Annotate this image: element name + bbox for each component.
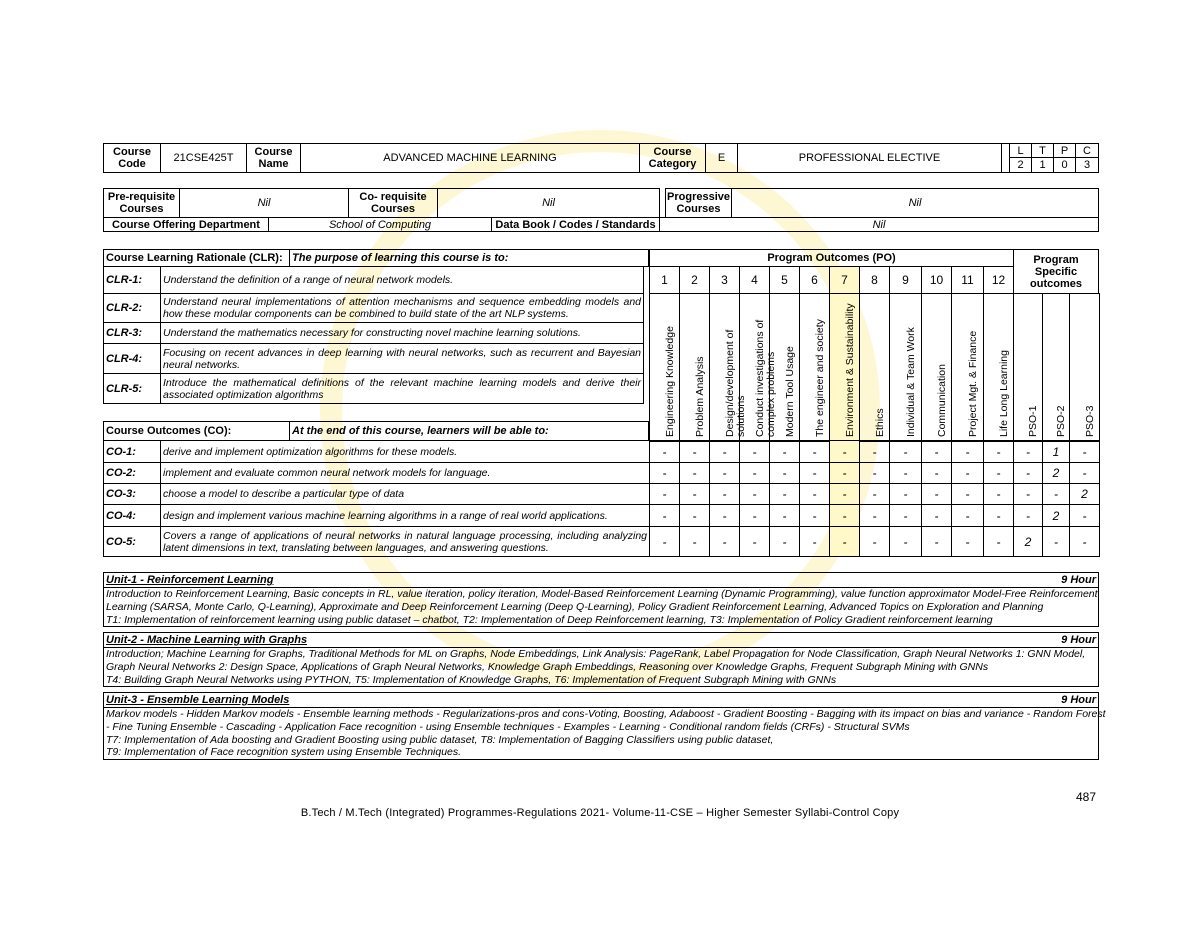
clr-text: Focusing on recent advances in deep learning with neural networks, such as recurrent and Bayesian neural networks. — [160, 343, 644, 374]
co-po-mapping-cell: - — [1069, 504, 1100, 527]
po-number: 5 — [769, 266, 800, 294]
ltpc-value-t: 1 — [1031, 157, 1054, 173]
po-label — [1013, 293, 1043, 442]
clr-text: Introduce the mathematical definitions of the relevant machine learning models and derive their associated optimization algorithms — [160, 373, 644, 404]
databook-value: Nil — [659, 217, 1099, 232]
databook-label: Data Book / Codes / Standards — [491, 217, 660, 232]
po-label-text: Conduct investigations of complex problems — [753, 319, 777, 437]
unit-block — [103, 572, 1099, 627]
co-po-mapping-cell: - — [921, 483, 952, 505]
ltpc-value-p: 0 — [1053, 157, 1076, 173]
co-po-mapping-cell: - — [1069, 440, 1100, 463]
unit-hours: 9 Hour — [1061, 694, 1096, 706]
co-po-mapping-cell: - — [951, 440, 984, 463]
co-po-mapping-cell: - — [709, 526, 740, 557]
unit-block — [103, 692, 1106, 760]
course-name-value: ADVANCED MACHINE LEARNING — [300, 143, 640, 173]
po-number: 4 — [739, 266, 770, 294]
po-number: 8 — [859, 266, 890, 294]
unit-hours: 9 Hour — [1061, 634, 1096, 646]
po-number: 12 — [983, 266, 1014, 294]
co-po-mapping-cell: - — [1042, 483, 1070, 505]
co-po-mapping-cell: - — [799, 504, 830, 527]
co-po-mapping-cell: - — [951, 526, 984, 557]
co-po-mapping-cell: - — [769, 440, 800, 463]
co-po-mapping-cell: - — [921, 504, 952, 527]
co-po-mapping-cell: - — [739, 462, 770, 484]
po-label — [1042, 293, 1070, 442]
dept-label: Course Offering Department — [103, 217, 269, 232]
co-po-mapping-cell: - — [1013, 440, 1043, 463]
co-po-mapping-cell: - — [951, 462, 984, 484]
po-label — [799, 293, 830, 442]
co-code: CO-1: — [103, 440, 161, 463]
unit-hours: 9 Hour — [1061, 574, 1096, 586]
co-po-mapping-cell: - — [889, 440, 922, 463]
clr-code: CLR-2: — [103, 293, 161, 323]
po-label — [649, 293, 680, 442]
prereq-value: Nil — [179, 188, 349, 218]
ltpc-label-l: L — [1009, 143, 1032, 158]
po-label-text: Individual & Team Work — [904, 327, 917, 437]
po-label — [859, 293, 890, 442]
co-po-mapping-cell: - — [1042, 526, 1070, 557]
co-po-mapping-cell: - — [921, 440, 952, 463]
unit-header — [104, 633, 1098, 648]
po-label — [829, 293, 860, 442]
co-po-mapping-cell: - — [649, 483, 680, 505]
po-number: 10 — [921, 266, 952, 294]
ltpc-label-p: P — [1053, 143, 1076, 158]
co-po-mapping-cell: - — [1013, 483, 1043, 505]
co-po-mapping-cell: - — [1013, 504, 1043, 527]
co-po-mapping-cell: 2 — [1013, 526, 1043, 557]
unit-header — [104, 693, 1098, 708]
category-name: PROFESSIONAL ELECTIVE — [737, 143, 1002, 173]
clr-code: CLR-5: — [103, 373, 161, 404]
po-label-text: The engineer and society — [813, 319, 826, 437]
co-po-mapping-cell: - — [983, 504, 1014, 527]
co-text: choose a model to describe a particular type of data — [160, 483, 650, 505]
course-category-value: E — [705, 143, 738, 173]
clr-code: CLR-1: — [103, 266, 161, 294]
ltpc-value-c: 3 — [1075, 157, 1099, 173]
co-po-mapping-cell: - — [1013, 462, 1043, 484]
co-po-mapping-cell: - — [983, 526, 1014, 557]
po-label — [983, 293, 1014, 442]
po-label — [1069, 293, 1100, 442]
co-code: CO-5: — [103, 526, 161, 557]
co-po-mapping-cell: 2 — [1042, 504, 1070, 527]
co-po-mapping-cell: - — [829, 462, 860, 484]
po-label-text: Modern Tool Usage — [783, 346, 796, 437]
page-number: 487 — [1075, 790, 1096, 804]
po-label-text: Life Long Learning — [997, 350, 1010, 437]
co-po-mapping-cell: - — [679, 504, 710, 527]
co-po-mapping-cell: 2 — [1042, 462, 1070, 484]
po-label-text: Problem Analysis — [693, 356, 706, 437]
co-po-mapping-cell: - — [769, 526, 800, 557]
co-po-mapping-cell: - — [983, 483, 1014, 505]
footer-text: B.Tech / M.Tech (Integrated) Programmes-Regulations 2021- Volume-11-CSE – Higher Semester Syllabi-Control Copy — [300, 807, 900, 819]
clr-text: Understand neural implementations of attention mechanisms and sequence embedding models and how these modular components can be combined to build state of the art NLP systems. — [160, 293, 644, 323]
po-label — [679, 293, 710, 442]
co-po-mapping-cell: - — [679, 462, 710, 484]
progressive-label: Progressive Courses — [665, 188, 732, 218]
unit-line: - Fine Tuning Ensemble - Cascading - Application Face recognition - using Ensemble techniques - Examples - Learning - Conditional random fields (CRFs) - Structural SVMs — [106, 720, 910, 733]
clr-code: CLR-3: — [103, 322, 161, 344]
co-po-mapping-cell: - — [799, 440, 830, 463]
clr-text: Understand the definition of a range of neural network models. — [160, 266, 644, 294]
unit-title: Unit-1 - Reinforcement Learning — [106, 574, 274, 586]
co-po-mapping-cell: - — [889, 483, 922, 505]
unit-line: T4: Building Graph Neural Networks using PYTHON, T5: Implementation of Knowledge Graphs, T6: Implementation of Frequent Subgraph Mining with GNNs — [106, 673, 837, 686]
ltpc-spacer — [1001, 143, 1009, 173]
dept-value: School of Computing — [268, 217, 492, 232]
unit-line: Introduction; Machine Learning for Graphs, Traditional Methods for ML on Graphs, Node Embeddings, Link Analysis: PageRank, Label Propagation for Node Classification, Graph Neural Networks 1: GNN Model, — [106, 648, 1086, 660]
po-label — [951, 293, 984, 442]
unit-title: Unit-3 - Ensemble Learning Models — [106, 694, 290, 706]
co-po-mapping-cell: - — [679, 526, 710, 557]
co-text: derive and implement optimization algorithms for these models. — [160, 440, 650, 463]
co-po-mapping-cell: - — [769, 462, 800, 484]
co-po-mapping-cell: - — [739, 483, 770, 505]
po-number: 9 — [889, 266, 922, 294]
co-po-mapping-cell: - — [769, 483, 800, 505]
po-label — [709, 293, 747, 442]
po-label — [739, 293, 777, 442]
co-header-label: Course Outcomes (CO): — [103, 421, 290, 441]
co-po-mapping-cell: - — [709, 483, 740, 505]
unit-line: T9: Implementation of Face recognition system using Ensemble Techniques. — [106, 746, 462, 759]
po-label — [921, 293, 952, 442]
po-label-text: PSO-3 — [1083, 405, 1096, 437]
unit-line: Introduction to Reinforcement Learning, Basic concepts in RL, value iteration, policy iteration, Model-Based Reinforcement Learning (Dynamic Programming), value function approximator Model-Free Reinforcement — [106, 588, 1098, 600]
unit-line: Markov models - Hidden Markov models - Ensemble learning methods - Regularizations-pros and cons-Voting, Boosting, Adaboost - Gradient Boosting - Bagging with its impact on bias and variance - Random Forest — [106, 708, 1106, 720]
co-po-mapping-cell: - — [829, 504, 860, 527]
po-label-text: Communication — [935, 364, 948, 437]
po-label — [769, 293, 800, 442]
po-label-text: PSO-2 — [1055, 405, 1067, 437]
po-title: Program Outcomes (PO) — [649, 249, 1014, 267]
course-code-label: Course Code — [103, 143, 161, 173]
co-text: Covers a range of applications of neural networks in natural language processing, including analyzing latent dimensions in text, translating between languages, and answering questions. — [160, 526, 650, 557]
po-label-text: Project Mgt. & Finance — [966, 330, 979, 437]
co-po-mapping-cell: - — [983, 462, 1014, 484]
coreq-label: Co- requisite Courses — [348, 188, 438, 218]
co-po-mapping-cell: - — [983, 440, 1014, 463]
co-po-mapping-cell: - — [739, 440, 770, 463]
po-label-text: PSO-1 — [1027, 405, 1039, 437]
unit-line: T7: Implementation of Ada boosting and Gradient Boosting using public dataset, T8: Implementation of Bagging Classifiers using public dataset, — [106, 733, 774, 746]
po-number: 1 — [649, 266, 680, 294]
co-po-mapping-cell: - — [709, 462, 740, 484]
co-po-mapping-cell: - — [1069, 526, 1100, 557]
co-po-mapping-cell: - — [859, 440, 890, 463]
course-name-label: Course Name — [246, 143, 301, 173]
co-po-mapping-cell: - — [679, 483, 710, 505]
unit-line: Graph Neural Networks 2: Design Space, Applications of Graph Neural Networks, Knowledge Graph Embeddings, Reasoning over Knowledge Graphs, Frequent Subgraph Mining with GNNs — [106, 660, 989, 673]
pso-title: Program Specific outcomes — [1013, 249, 1099, 294]
co-po-mapping-cell: - — [649, 462, 680, 484]
po-label-text: Environment & Sustainability — [843, 303, 856, 437]
clr-header-label: Course Learning Rationale (CLR): — [103, 249, 290, 267]
course-category-label: Course Category — [639, 143, 706, 173]
co-text: implement and evaluate common neural network models for language. — [160, 462, 650, 484]
co-po-mapping-cell: 2 — [1069, 483, 1100, 505]
po-number: 6 — [799, 266, 830, 294]
co-po-mapping-cell: - — [739, 526, 770, 557]
po-label-text: Ethics — [873, 408, 886, 437]
co-po-mapping-cell: - — [769, 504, 800, 527]
co-po-mapping-cell: - — [829, 440, 860, 463]
unit-header — [104, 573, 1098, 588]
ltpc-value-l: 2 — [1009, 157, 1032, 173]
unit-block — [103, 632, 1099, 687]
co-po-mapping-cell: - — [889, 504, 922, 527]
unit-line: T1: Implementation of reinforcement learning using public dataset – chatbot, T2: Implementation of Deep Reinforcement learning, T3: Implementation of Policy Gradient reinforcement learning — [106, 613, 993, 626]
po-label-text: Design/development of solutions — [723, 329, 747, 437]
clr-header-purpose: The purpose of learning this course is to: — [289, 249, 649, 267]
co-po-mapping-cell: - — [859, 483, 890, 505]
co-po-mapping-cell: - — [739, 504, 770, 527]
coreq-value: Nil — [437, 188, 660, 218]
unit-line: Learning (SARSA, Monte Carlo, Q-Learning), Approximate and Deep Reinforcement Learning (Deep Q-Learning), Policy Gradient Reinforcement Learning, Advanced Topics on Exploration and Planning — [106, 600, 1044, 613]
co-po-mapping-cell: - — [709, 440, 740, 463]
po-number: 11 — [951, 266, 984, 294]
co-po-mapping-cell: - — [859, 526, 890, 557]
co-code: CO-3: — [103, 483, 161, 505]
progressive-value: Nil — [731, 188, 1099, 218]
co-text: design and implement various machine learning algorithms in a range of real world applications. — [160, 504, 650, 527]
co-po-mapping-cell: - — [921, 526, 952, 557]
co-po-mapping-cell: - — [951, 483, 984, 505]
co-po-mapping-cell: - — [859, 462, 890, 484]
co-po-mapping-cell: - — [889, 526, 922, 557]
ltpc-label-t: T — [1031, 143, 1054, 158]
co-po-mapping-cell: - — [649, 504, 680, 527]
co-po-mapping-cell: - — [829, 526, 860, 557]
co-po-mapping-cell: - — [889, 462, 922, 484]
clr-text: Understand the mathematics necessary for constructing novel machine learning solutions. — [160, 322, 644, 344]
co-code: CO-4: — [103, 504, 161, 527]
co-po-mapping-cell: - — [1069, 462, 1100, 484]
co-po-mapping-cell: - — [799, 462, 830, 484]
clr-code: CLR-4: — [103, 343, 161, 374]
co-po-mapping-cell: - — [951, 504, 984, 527]
co-po-mapping-cell: - — [829, 483, 860, 505]
co-po-mapping-cell: 1 — [1042, 440, 1070, 463]
co-po-mapping-cell: - — [649, 526, 680, 557]
co-po-mapping-cell: - — [921, 462, 952, 484]
po-number: 3 — [709, 266, 740, 294]
co-po-mapping-cell: - — [799, 483, 830, 505]
po-label-text: Engineering Knowledge — [663, 326, 676, 437]
co-po-mapping-cell: - — [679, 440, 710, 463]
co-po-mapping-cell: - — [649, 440, 680, 463]
co-po-mapping-cell: - — [859, 504, 890, 527]
po-label — [889, 293, 922, 442]
co-po-mapping-cell: - — [709, 504, 740, 527]
co-po-mapping-cell: - — [799, 526, 830, 557]
co-code: CO-2: — [103, 462, 161, 484]
unit-title: Unit-2 - Machine Learning with Graphs — [106, 634, 308, 646]
course-code-value: 21CSE425T — [160, 143, 247, 173]
prereq-label: Pre-requisite Courses — [103, 188, 180, 218]
ltpc-label-c: C — [1075, 143, 1099, 158]
po-number: 7 — [829, 266, 860, 294]
po-number: 2 — [679, 266, 710, 294]
co-header-purpose: At the end of this course, learners will be able to: — [289, 421, 649, 441]
